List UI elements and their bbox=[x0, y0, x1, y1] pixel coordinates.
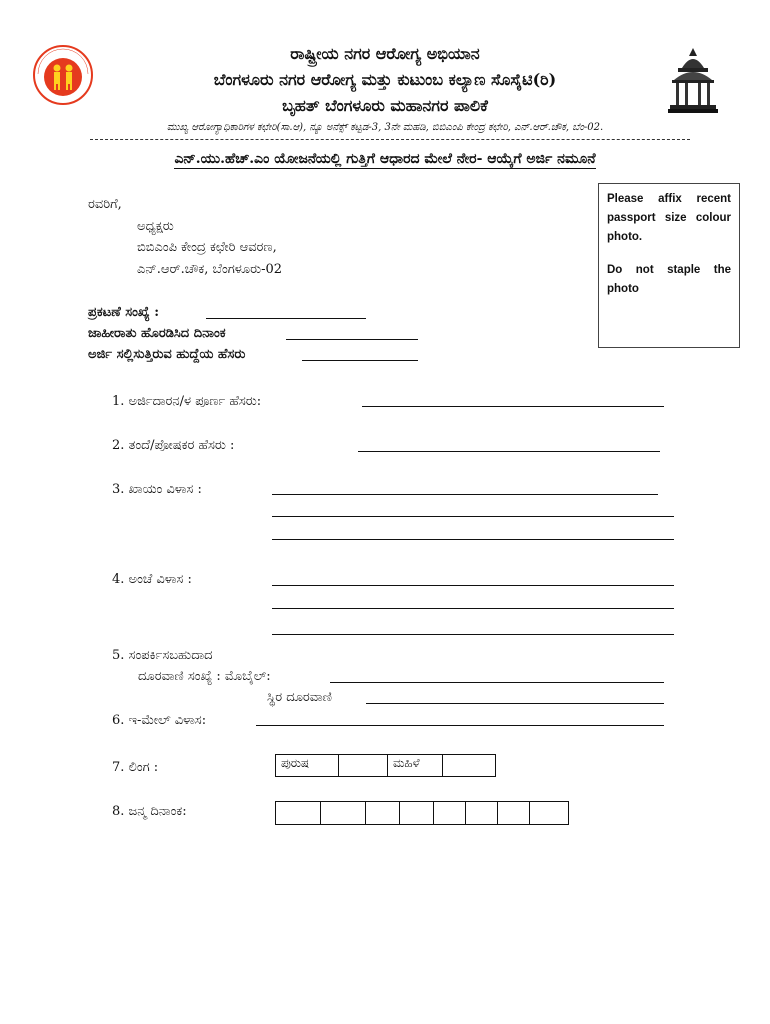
gender-options bbox=[276, 754, 496, 777]
email-field[interactable] bbox=[256, 725, 664, 726]
father-name-label: 2. ತಂದೆ/ಪೋಷಕರ ಹೆಸರು : bbox=[112, 438, 235, 453]
header-line1: ರಾಷ್ಟ್ರೀಯ ನಗರ ಆರೋಗ್ಯ ಅಭಿಯಾನ bbox=[290, 44, 480, 63]
landline-field[interactable] bbox=[366, 703, 664, 704]
permanent-address-line-3[interactable] bbox=[272, 539, 674, 540]
postal-address-line-2[interactable] bbox=[272, 608, 674, 609]
dob-box[interactable] bbox=[399, 801, 434, 825]
dashed-divider bbox=[90, 139, 690, 140]
email-label: 6. ಇ-ಮೇಲ್ ವಿಳಾಸ: bbox=[112, 713, 207, 728]
notice-date-label: ಜಾಹೀರಾತು ಹೊರಡಿಸಿದ ದಿನಾಂಕ bbox=[88, 326, 226, 341]
mobile-field[interactable] bbox=[330, 682, 664, 683]
office-address: ಮುಖ್ಯ ಆರೋಗ್ಯಾಧಿಕಾರಿಗಳ ಕಛೇರಿ(ಸಾ.ಆ), ನ್ಯೂ ಅನೆಕ್ಸ್ ಕಟ್ಟಡ-3, 3ನೇ ಮಹಡಿ, ಬಿಬಿಎಂಪಿ ಕೇಂದ್ರ ಕಛೇರಿ, ಎನ್.ಆರ್.ಚೌಕ, ಬೆಂ-02. bbox=[166, 122, 604, 133]
recipient-address-2: ಎನ್.ಆರ್.ಚೌಕ, ಬೆಂಗಳೂರು-02 bbox=[137, 262, 283, 277]
permanent-address-label: 3. ಖಾಯಂ ವಿಳಾಸ : bbox=[112, 482, 202, 497]
dob-box[interactable] bbox=[433, 801, 466, 825]
recipient-title: ಅಧ್ಯಕ್ಷರು bbox=[137, 219, 174, 234]
landline-label: ಸ್ಥಿರ ದೂರವಾಣಿ bbox=[267, 690, 332, 705]
recipient-address-1: ಬಿಬಿಎಂಪಿ ಕೇಂದ್ರ ಕಛೇರಿ ಆವರಣ, bbox=[137, 240, 277, 255]
header-line2: ಬೆಂಗಳೂರು ನಗರ ಆರೋಗ್ಯ ಮತ್ತು ಕುಟುಂಬ ಕಲ್ಯಾಣ ಸೊಸೈಟಿ(ರಿ) bbox=[213, 70, 557, 89]
gender-label: 7. ಲಿಂಗ : bbox=[112, 760, 159, 775]
photo-staple-note: Do not staple the photo bbox=[607, 264, 731, 295]
form-title-text: ಎನ್.ಯು.ಹೆಚ್.ಎಂ ಯೋಜನೆಯಲ್ಲಿ ಗುತ್ತಿಗೆ ಆಧಾರದ ಮೇಲೆ ನೇರ- ಆಯ್ಕೆಗೆ ಅರ್ಜಿ ನಮೂನೆ bbox=[174, 151, 596, 167]
gender-male-label: ಪುರುಷ bbox=[275, 754, 339, 777]
dob-boxes bbox=[276, 801, 569, 825]
mobile-label: ದೂರವಾಣಿ ಸಂಖ್ಯೆ : ಮೊಬೈಲ್: bbox=[138, 669, 271, 684]
notice-number-field[interactable] bbox=[206, 318, 366, 319]
postal-address-line-3[interactable] bbox=[272, 634, 674, 635]
post-name-label: ಅರ್ಜಿ ಸಲ್ಲಿಸುತ್ತಿರುವ ಹುದ್ದೆಯ ಹೆಸರು bbox=[88, 347, 246, 362]
photo-box[interactable] bbox=[598, 183, 740, 348]
contact-label: 5. ಸಂಪರ್ಕಿಸಬಹುದಾದ bbox=[112, 648, 213, 663]
dob-box[interactable] bbox=[320, 801, 366, 825]
gender-female-box[interactable] bbox=[442, 754, 496, 777]
recipient-to: ರವರಿಗೆ, bbox=[88, 197, 122, 212]
postal-address-label: 4. ಅಂಚೆ ವಿಳಾಸ : bbox=[112, 572, 192, 587]
dob-box[interactable] bbox=[365, 801, 400, 825]
notice-number-label: ಪ್ರಕಟಣೆ ಸಂಖ್ಯೆ : bbox=[88, 305, 159, 320]
notice-date-field[interactable] bbox=[286, 339, 418, 340]
father-name-field[interactable] bbox=[358, 451, 660, 452]
photo-instruction: Please affix recent passport size colour photo. bbox=[607, 193, 731, 243]
dob-box[interactable] bbox=[275, 801, 321, 825]
dob-box[interactable] bbox=[465, 801, 498, 825]
permanent-address-line-2[interactable] bbox=[272, 516, 674, 517]
dob-box[interactable] bbox=[529, 801, 569, 825]
gender-female-label: ಮಹಿಳೆ bbox=[387, 754, 443, 777]
form-title bbox=[0, 151, 770, 167]
header-line3: ಬೃಹತ್ ಬೆಂಗಳೂರು ಮಹಾನಗರ ಪಾಲಿಕೆ bbox=[282, 96, 488, 115]
post-name-field[interactable] bbox=[302, 360, 418, 361]
full-name-label: 1. ಅರ್ಜಿದಾರನ/ಳ ಪೂರ್ಣ ಹೆಸರು: bbox=[112, 394, 262, 409]
dob-box[interactable] bbox=[497, 801, 530, 825]
postal-address-line-1[interactable] bbox=[272, 585, 674, 586]
dob-label: 8. ಜನ್ಮ ದಿನಾಂಕ: bbox=[112, 804, 187, 819]
gender-male-box[interactable] bbox=[338, 754, 388, 777]
full-name-field[interactable] bbox=[362, 406, 664, 407]
permanent-address-line-1[interactable] bbox=[272, 494, 658, 495]
